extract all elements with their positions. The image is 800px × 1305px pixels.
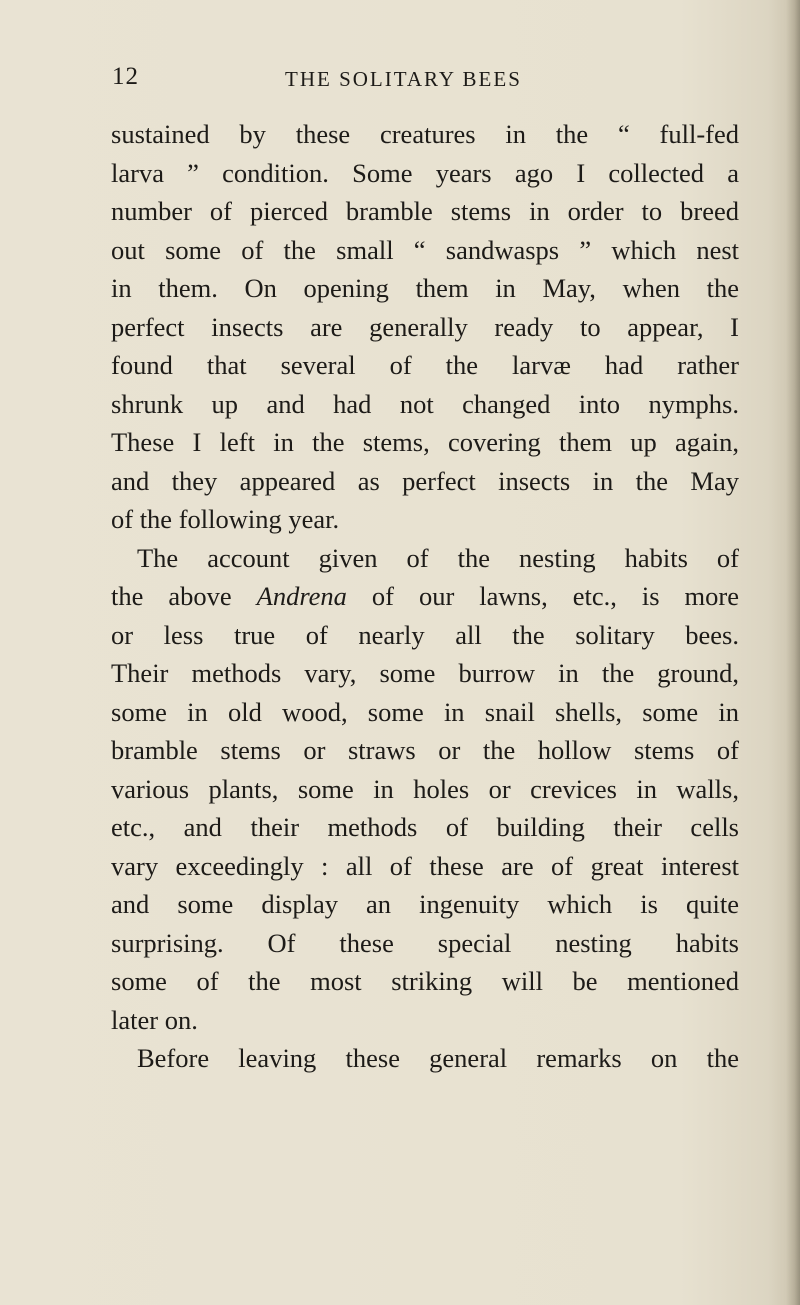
running-head — [0, 62, 800, 96]
text-line: The account given of the nesting habits of — [137, 542, 739, 573]
text-line: later on. — [111, 1004, 198, 1035]
text-line: and they appeared as perfect insects in the May — [111, 465, 739, 496]
text-line: vary exceedingly : all of these are of great interest — [111, 850, 739, 881]
text-line: found that several of the larvæ had rather — [111, 350, 739, 380]
running-title: THE SOLITARY BEES — [285, 67, 522, 91]
text-line: etc., and their methods of building their cells — [111, 812, 739, 842]
text-line: surprising. Of these special nesting habits — [111, 927, 739, 958]
text-line: of the following year. — [111, 504, 340, 534]
page-number: 12 — [112, 63, 139, 90]
text-line: some in old wood, some in snail shells, some in — [111, 696, 739, 727]
text-line-with-italic — [111, 577, 739, 616]
text-line: larva ” condition. Some years ago I collected a — [111, 157, 739, 188]
text-line: various plants, some in holes or crevices in walls, — [111, 773, 739, 804]
text-line: Before leaving these general remarks on the — [137, 1043, 739, 1073]
text-line: and some display an ingenuity which is quite — [111, 889, 739, 919]
text-line: sustained by these creatures in the “ full-fed — [111, 119, 739, 149]
page-edge-shadow — [786, 0, 800, 1305]
text-line: perfect insects are generally ready to appear, I — [111, 311, 739, 342]
body-text — [111, 115, 739, 1078]
text-line: shrunk up and had not changed into nymphs. — [111, 388, 739, 419]
text-run: the above — [111, 581, 257, 611]
text-line: These I left in the stems, covering them up again, — [111, 427, 739, 457]
text-run: of our lawns, etc., is more — [346, 581, 739, 611]
genus-name-italic: Andrena — [256, 581, 347, 611]
text-line: or less true of nearly all the solitary bees. — [111, 619, 739, 650]
text-line: Their methods vary, some burrow in the ground, — [111, 658, 739, 688]
text-line: bramble stems or straws or the hollow stems of — [111, 735, 739, 765]
text-line: in them. On opening them in May, when the — [111, 273, 739, 303]
text-line: some of the most striking will be mentioned — [111, 966, 739, 996]
text-line: number of pierced bramble stems in order to breed — [111, 196, 739, 226]
text-line: out some of the small “ sandwasps ” which nest — [111, 234, 739, 265]
